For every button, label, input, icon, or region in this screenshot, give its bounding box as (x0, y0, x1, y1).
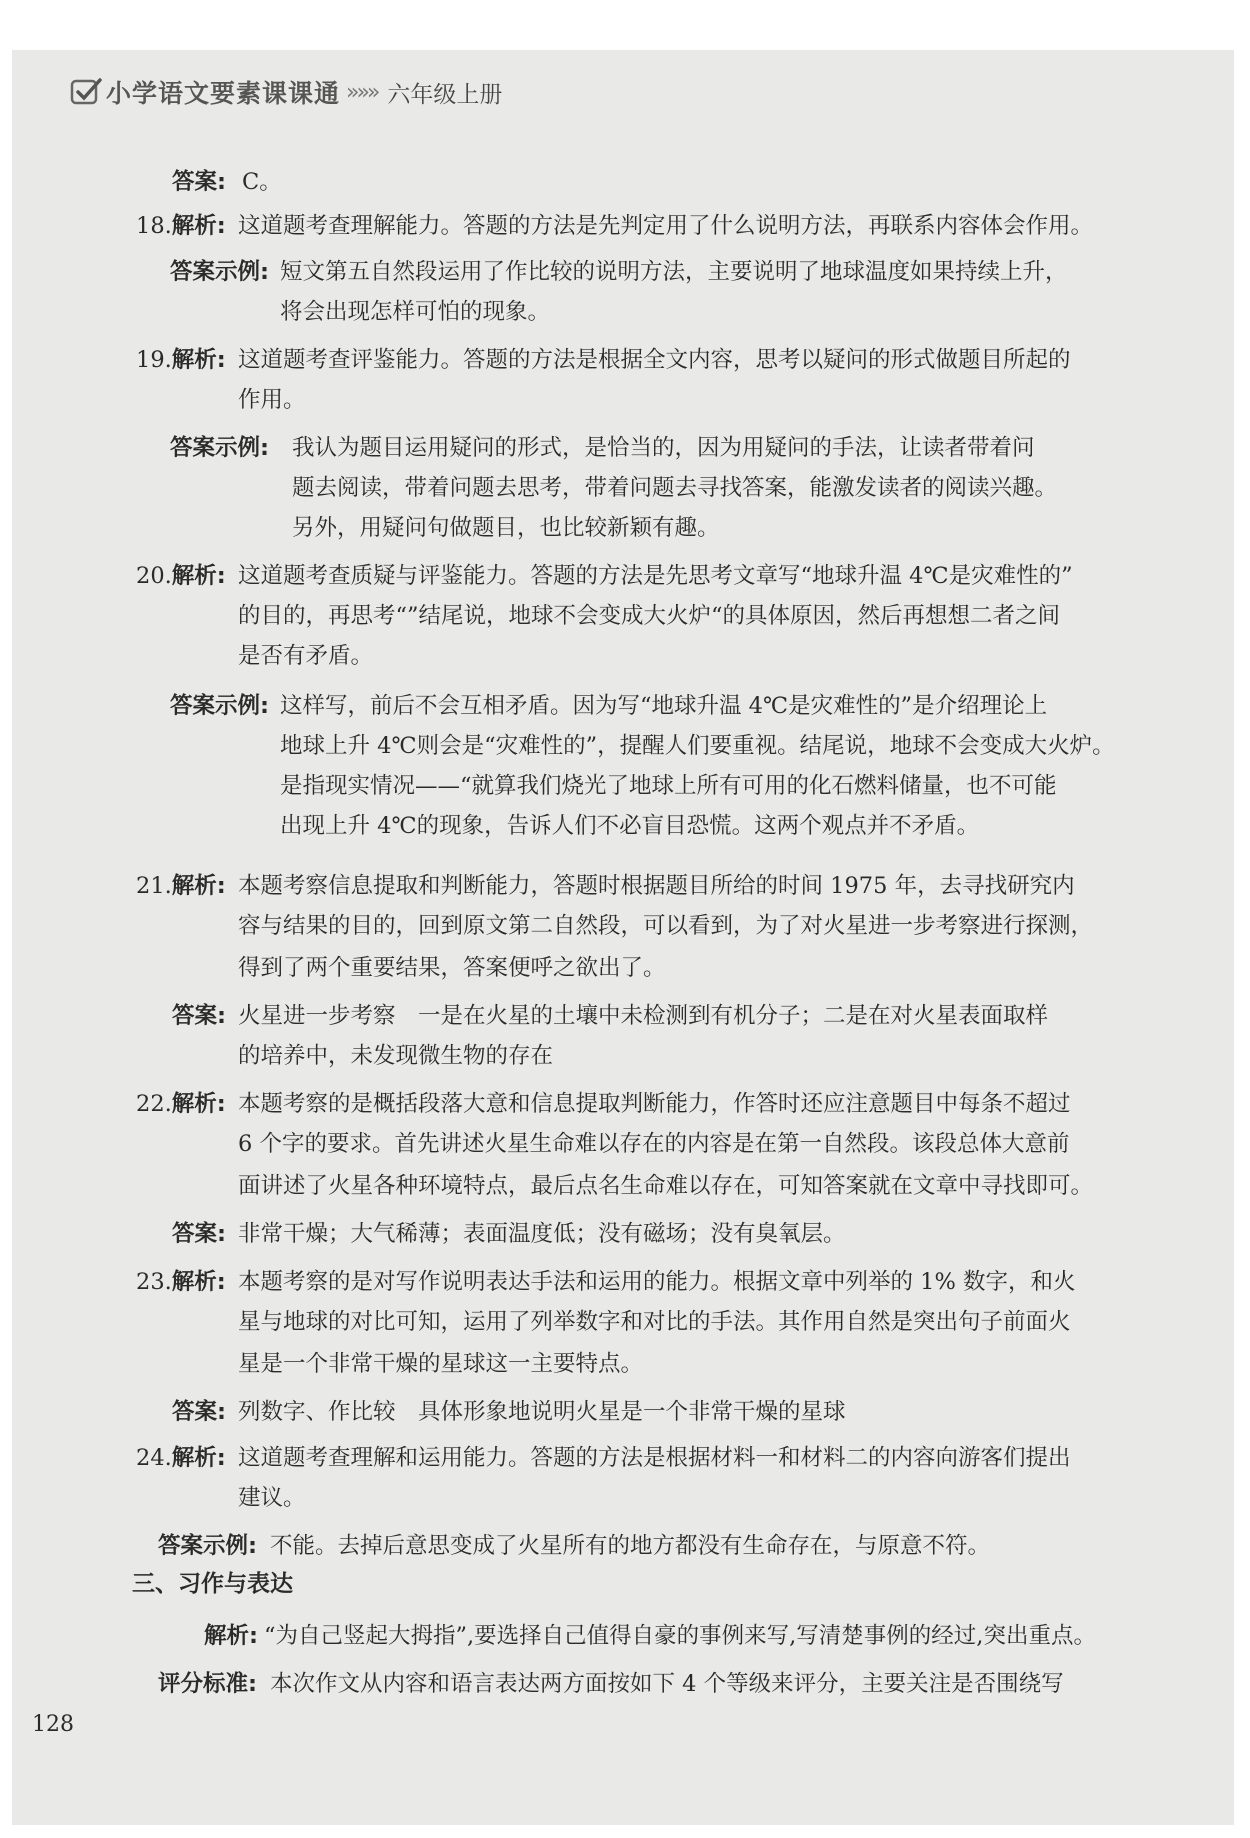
answer-text: 不能。去掉后意思变成了火星所有的地方都没有生命存在，与原意不符。 (270, 1533, 991, 1559)
analysis-text-line-1: 这道题考查评鉴能力。答题的方法是根据全文内容，思考以疑问的形式做题目所起的 (238, 347, 1071, 373)
sample-answer-label: 答案示例: (170, 693, 269, 719)
answer-text-line-1: 火星进一步考察 一是在火星的土壤中未检测到有机分子；二是在对火星表面取样 (238, 1003, 1049, 1029)
answer-label: 答案: (172, 169, 226, 195)
book-title: 小学语文要素课课通 (106, 79, 341, 108)
answer-label: 答案: (172, 1399, 226, 1425)
analysis-text-line-2: 6 个字的要求。首先讲述火星生命难以存在的内容是在第一自然段。该段总体大意前 (238, 1131, 1070, 1157)
chevron-icon: »»» (346, 79, 378, 105)
scoring-text: 本次作文从内容和语言表达两方面按如下 4 个等级来评分，主要关注是否围绕写 (270, 1671, 1064, 1697)
question-number: 19. (136, 347, 172, 373)
analysis-label: 解析: (204, 1623, 258, 1649)
analysis-label: 解析: (171, 1445, 226, 1471)
answer-text-line-1: 短文第五自然段运用了作比较的说明方法，主要说明了地球温度如果持续上升， (280, 259, 1068, 285)
analysis-text-line-2: 容与结果的目的，回到原文第二自然段，可以看到，为了对火星进一步考察进行探测， (238, 913, 1094, 939)
analysis-label: 解析: (171, 213, 226, 239)
analysis-text-line-2: 的目的，再思考“”结尾说，地球不会变成大火炉“的具体原因，然后再想想二者之间 (238, 603, 1061, 629)
scoring-label: 评分标准: (158, 1671, 257, 1697)
analysis-label: 解析: (171, 1091, 226, 1117)
grade-label: 六年级上册 (387, 81, 503, 108)
answer-text-line-3: 是指现实情况——“就算我们烧光了地球上所有可用的化石燃料储量，也不可能 (280, 773, 1057, 799)
question-number: 24. (136, 1445, 172, 1471)
analysis-text-line-2: 建议。 (238, 1485, 306, 1511)
answer-label: 答案: (172, 1003, 226, 1029)
analysis-text-line-1: 本题考察的是概括段落大意和信息提取判断能力，作答时还应注意题目中每条不超过 (238, 1091, 1071, 1117)
analysis-label: 解析: (171, 873, 226, 899)
question-number: 23. (136, 1269, 172, 1295)
section-title: 三、习作与表达 (132, 1571, 293, 1597)
analysis-text-line-1: 这道题考查质疑与评鉴能力。答题的方法是先思考文章写“地球升温 4℃是灾难性的” (238, 563, 1073, 589)
analysis-text-line-1: 本题考察信息提取和判断能力，答题时根据题目所给的时间 1975 年，去寻找研究内 (238, 873, 1075, 899)
question-number: 22. (136, 1091, 172, 1117)
analysis-text-line-1: 本题考察的是对写作说明表达手法和运用的能力。根据文章中列举的 1% 数字，和火 (238, 1269, 1076, 1295)
checkmark-icon (70, 77, 102, 107)
analysis-text: 这道题考查理解能力。答题的方法是先判定用了什么说明方法，再联系内容体会作用。 (238, 213, 1094, 239)
answer-text-line-4: 出现上升 4℃的现象，告诉人们不必盲目恐慌。这两个观点并不矛盾。 (280, 813, 980, 839)
answer-text-line-2: 题去阅读，带着问题去思考，带着问题去寻找答案，能激发读者的阅读兴趣。 (292, 475, 1058, 501)
question-number: 20. (136, 563, 172, 589)
answer-text-line-2: 地球上升 4℃则会是“灾难性的”，提醒人们要重视。结尾说，地球不会变成大火炉。 (280, 733, 1115, 759)
composition-analysis-text: “为自己竖起大拇指”,要选择自己值得自豪的事例来写,写清楚事例的经过,突出重点。 (264, 1623, 1096, 1649)
answer-text-line-1: 这样写，前后不会互相矛盾。因为写“地球升温 4℃是灾难性的”是介绍理论上 (280, 693, 1048, 719)
page-number: 128 (32, 1712, 74, 1737)
answer-text: C。 (242, 169, 282, 195)
running-header (70, 72, 502, 112)
analysis-text-line-3: 是否有矛盾。 (238, 643, 374, 669)
question-number: 21. (136, 873, 172, 899)
analysis-text-line-3: 得到了两个重要结果，答案便呼之欲出了。 (238, 955, 666, 981)
analysis-text-line-3: 面讲述了火星各种环境特点，最后点名生命难以存在，可知答案就在文章中寻找即可。 (238, 1173, 1094, 1199)
answer-text-line-3: 另外，用疑问句做题目，也比较新颖有趣。 (292, 515, 720, 541)
answer-label: 答案: (172, 1221, 226, 1247)
answer-text: 非常干燥；大气稀薄；表面温度低；没有磁场；没有臭氧层。 (238, 1221, 846, 1247)
answer-text-line-2: 将会出现怎样可怕的现象。 (280, 299, 551, 325)
analysis-label: 解析: (171, 1269, 226, 1295)
analysis-text-line-2: 作用。 (238, 387, 306, 413)
sample-answer-label: 答案示例: (158, 1533, 257, 1559)
analysis-text-line-1: 这道题考查理解和运用能力。答题的方法是根据材料一和材料二的内容向游客们提出 (238, 1445, 1071, 1471)
answer-text-line-2: 的培养中，未发现微生物的存在 (238, 1043, 554, 1069)
answer-text: 列数字、作比较 具体形象地说明火星是一个非常干燥的星球 (238, 1399, 846, 1425)
sample-answer-label: 答案示例: (170, 435, 269, 461)
analysis-label: 解析: (171, 347, 226, 373)
answer-text-line-1: 我认为题目运用疑问的形式，是恰当的，因为用疑问的手法，让读者带着问 (292, 435, 1035, 461)
analysis-label: 解析: (171, 563, 226, 589)
analysis-text-line-3: 星是一个非常干燥的星球这一主要特点。 (238, 1351, 644, 1377)
question-number: 18. (136, 213, 172, 239)
sample-answer-label: 答案示例: (170, 259, 269, 285)
analysis-text-line-2: 星与地球的对比可知，运用了列举数字和对比的手法。其作用自然是突出句子前面火 (238, 1309, 1071, 1335)
